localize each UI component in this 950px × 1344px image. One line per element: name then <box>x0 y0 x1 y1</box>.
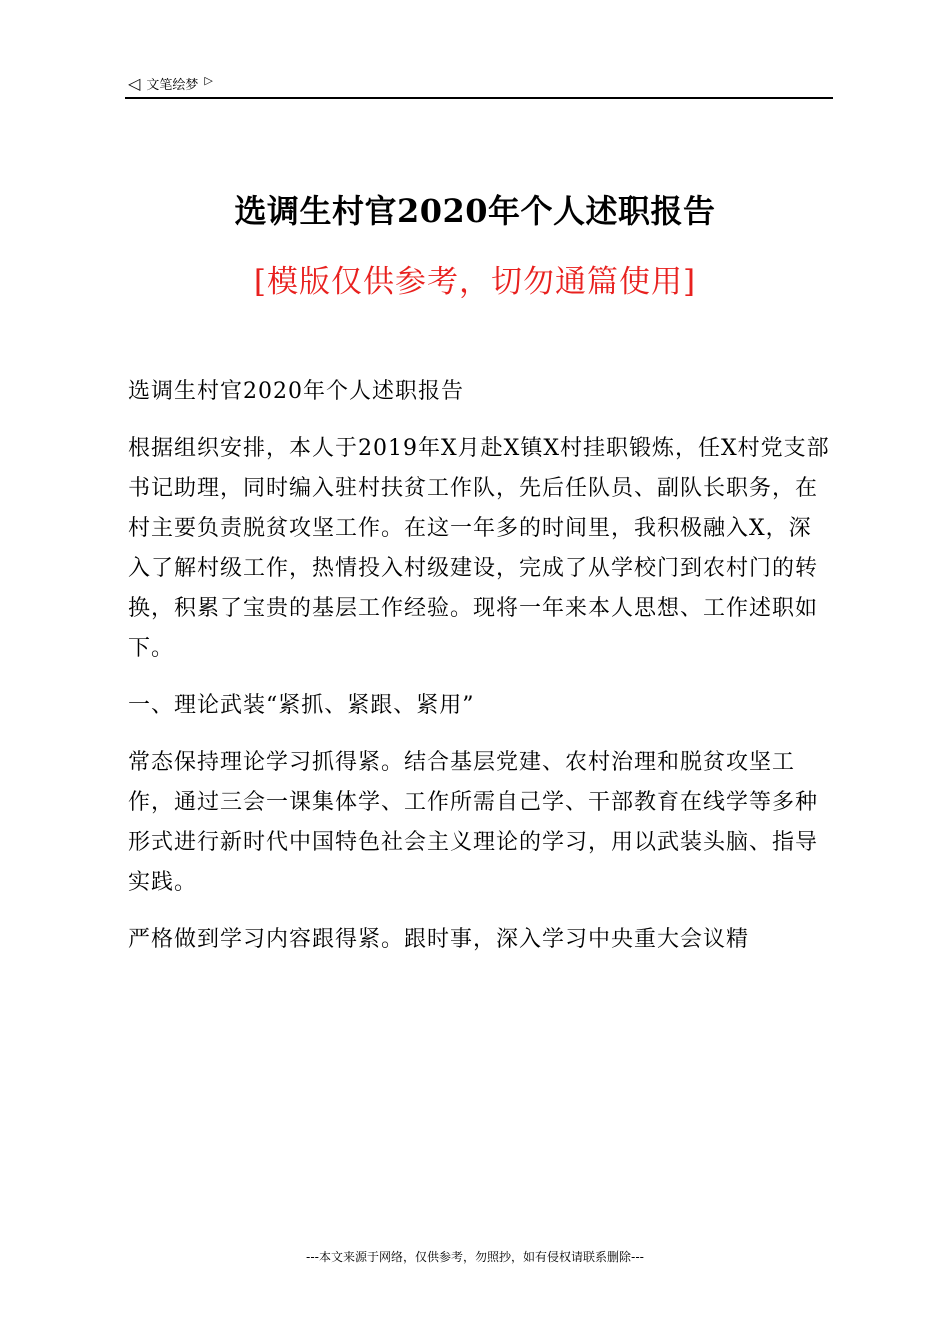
document-subtitle: [模版仅供参考，切勿通篇使用] <box>253 264 697 300</box>
paragraph-heading: 选调生村官2020年个人述职报告 <box>128 379 464 404</box>
document-title: 选调生村官2020年个人述职报告 <box>234 192 716 230</box>
header-brand <box>128 74 213 93</box>
section-heading: 一、理论武装“紧抓、紧跟、紧用” <box>128 693 475 718</box>
paragraph: 根据组织安排，本人于2019年X月赴X镇X村挂职锻炼，任X村党支部书记助理，同时编入驻村扶贫工作队，先后任队员、副队长职务，在村主要负责脱贫攻坚工作。在这一年多的时间里，我积极融入X，深入了解村级工作，热情投入村级建设，完成了从学校门到农村门的转换，积累了宝贵的基层工作经验。现将一年来本人思想、工作述职如下。 <box>128 436 830 661</box>
document-body <box>128 372 833 977</box>
brand-name: 文笔绘梦 <box>146 78 199 93</box>
paragraph: 常态保持理论学习抓得紧。结合基层党建、农村治理和脱贫攻坚工作，通过三会一课集体学、工作所需自己学、干部教育在线学等多种形式进行新时代中国特色社会主义理论的学习，用以武装头脑、指导实践。 <box>128 750 819 895</box>
triangle-left-icon: ◁ <box>128 74 141 93</box>
header-rule <box>125 97 833 99</box>
footer-disclaimer: ---本文来源于网络，仅供参考，勿照抄，如有侵权请联系删除--- <box>306 1250 644 1264</box>
paragraph: 严格做到学习内容跟得紧。跟时事，深入学习中央重大会议精 <box>128 927 750 952</box>
triangle-right-icon: ▷ <box>204 74 213 87</box>
